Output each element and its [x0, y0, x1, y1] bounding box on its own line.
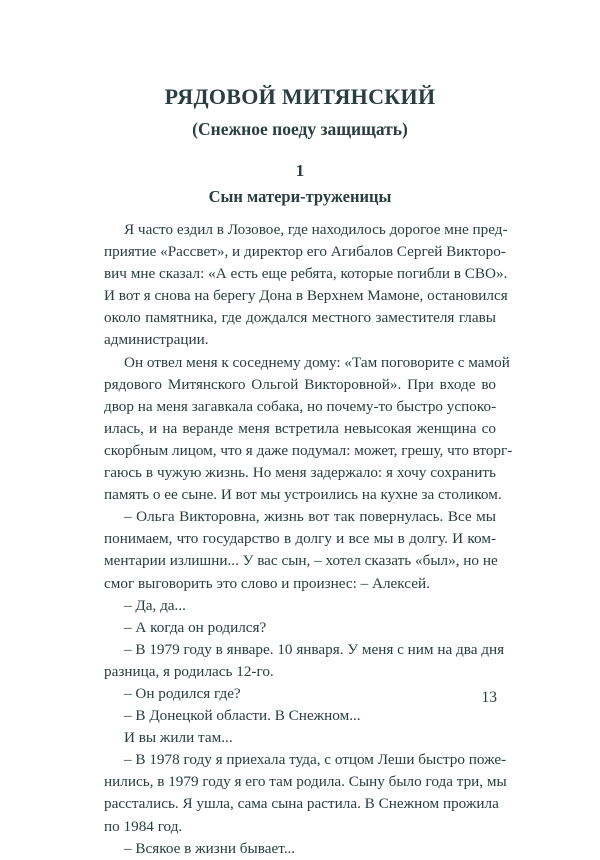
text-line: рядового Митянского Ольгой Викторовной». При входе во — [104, 375, 496, 393]
chapter-subtitle: (Снежное поеду защищать) — [192, 119, 408, 139]
text-line: расстались. Я ушла, сама сына растила. В Снежном прожила — [104, 795, 499, 813]
text-line: – А когда он родился? — [124, 618, 267, 636]
chapter-title: РЯДОВОЙ МИТЯНСКИЙ — [164, 84, 436, 109]
text-line: понимаем, что государство в долгу и все мы в долгу. И ком- — [104, 530, 496, 548]
text-line: гаюсь в чужую жизнь. Но меня задержало: я хочу сохранить — [104, 464, 496, 482]
text-line: нились, в 1979 году я его там родила. Сыну было года три, мы — [104, 773, 507, 791]
text-line: И вот я снова на берегу Дона в Верхнем Мамоне, остановился — [104, 287, 508, 305]
text-line: илась, и на веранде меня встретила невысокая женщина со — [104, 419, 496, 437]
text-line: ментарии излишни... У вас сын, – хотел сказать «был», но не — [104, 552, 498, 570]
text-line: – В 1979 году в январе. 10 января. У меня с ним на два дня — [124, 640, 505, 658]
text-line: разница, я родилась 12-го. — [104, 662, 274, 680]
text-line: приятие «Рассвет», и директор его Агибалов Сергей Викторо- — [104, 243, 506, 261]
text-line: Он отвел меня к соседнему дому: «Там поговорите с мамой — [124, 353, 510, 371]
body-text — [104, 219, 513, 860]
text-line: – В Донецкой области. В Снежном... — [124, 707, 361, 725]
text-line: И вы жили там... — [124, 729, 233, 747]
text-line: двор на меня загавкала собака, но почему-то быстро успоко- — [104, 397, 497, 415]
text-line: – Да, да... — [124, 596, 186, 614]
section-title: Сын матери-труженицы — [208, 187, 392, 206]
text-line: Я часто ездил в Лозовое, где находилось дорогое мне пред- — [124, 221, 508, 238]
text-line: – Ольга Викторовна, жизнь вот так повернулась. Все мы — [124, 508, 496, 526]
text-line: – Он родился где? — [124, 684, 241, 702]
text-line: память о ее сыне. И вот мы устроились на кухне за столиком. — [104, 486, 502, 504]
text-line: около памятника, где дождался местного заместителя главы — [104, 309, 496, 327]
text-line: смог выговорить это слово и произнес: – Алексей. — [104, 574, 430, 592]
page-number: 13 — [481, 689, 497, 706]
text-line: администрации. — [104, 331, 209, 349]
text-line: – Всякое в жизни бывает... — [124, 839, 296, 857]
text-line: вич мне сказал: «А есть еще ребята, которые погибли в СВО». — [104, 265, 508, 283]
text-line: скорбным лицом, что я даже подумал: может, грешу, что вторг- — [104, 441, 513, 459]
section-number: 1 — [295, 161, 305, 180]
text-line: – В 1978 году я приехала туда, с отцом Леши быстро поже- — [124, 751, 507, 769]
text-line: по 1984 год. — [104, 817, 183, 835]
